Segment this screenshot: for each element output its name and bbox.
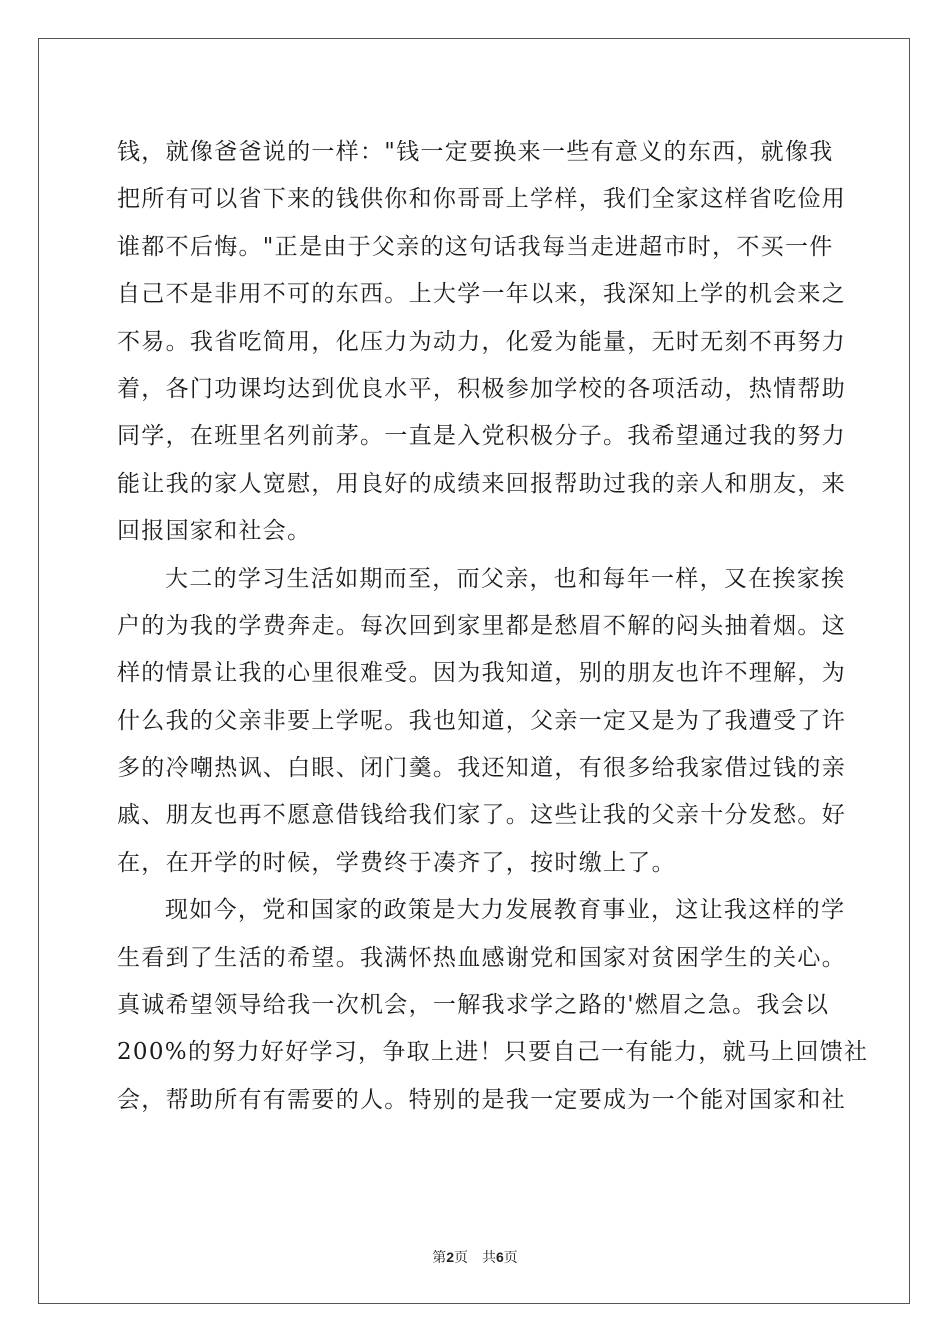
paragraph-first-line: 现如今，党和国家的政策是大力发展教育事业，这让我这样的学 (165, 897, 846, 924)
current-page-number: 2 (446, 1249, 454, 1265)
text-line: 把所有可以省下来的钱供你和你哥哥上学样，我们全家这样省吃俭用 (117, 186, 846, 213)
text-line: 谁都不后悔。"正是由于父亲的这句话我每当走进超市时，不买一件 (117, 233, 834, 260)
text-line: 钱，就像爸爸说的一样："钱一定要换来一些有意义的东西，就像我 (117, 139, 834, 165)
text-line: 戚、朋友也再不愿意借钱给我们家了。这些让我的父亲十分发愁。好 (117, 802, 846, 829)
text-line: 样的情景让我的心里很难受。因为我知道，别的朋友也许不理解，为 (117, 660, 846, 687)
text-line: 会，帮助所有有需要的人。特别的是我一定要成为一个能对国家和社 (117, 1086, 846, 1113)
text-line: 什么我的父亲非要上学呢。我也知道，父亲一定又是为了我遭受了许 (117, 707, 846, 734)
text-line: 同学，在班里名列前茅。一直是入党积极分子。我希望通过我的努力 (117, 423, 846, 450)
total-unit: 页 (503, 1250, 518, 1266)
text-line: 回报国家和社会。 (117, 518, 312, 545)
text-line: 自己不是非用不可的东西。上大学一年以来，我深知上学的机会来之 (117, 281, 846, 308)
total-page-number: 6 (496, 1249, 504, 1265)
text-line: 能让我的家人宽慰，用良好的成绩来回报帮助过我的亲人和朋友，来 (117, 470, 846, 497)
paragraph-first-line: 大二的学习生活如期而至，而父亲，也和每年一样，又在挨家挨 (165, 565, 846, 592)
text-line: 多的冷嘲热讽、白眼、闭门羹。我还知道，有很多给我家借过钱的亲 (117, 755, 846, 782)
text-line: 户的为我的学费奔走。每次回到家里都是愁眉不解的闷头抽着烟。这 (117, 612, 846, 639)
text-line: 真诚希望领导给我一次机会，一解我求学之路的'燃眉之急。我会以 (117, 992, 830, 1019)
page-prefix: 第 (432, 1250, 447, 1266)
document-body (117, 129, 869, 1124)
page-footer (0, 1247, 950, 1267)
total-prefix: 共 (482, 1250, 496, 1266)
text-line: 在，在开学的时候，学费终于凑齐了，按时缴上了。 (117, 849, 676, 876)
text-line: 生看到了生活的希望。我满怀热血感谢党和国家对贫困学生的关心。 (117, 944, 846, 971)
page-total-label (482, 1250, 518, 1266)
page-number-label (432, 1250, 468, 1266)
page-unit: 页 (454, 1250, 468, 1266)
text-line: 着，各门功课均达到优良水平，积极参加学校的各项活动，热情帮助 (117, 375, 846, 402)
text-line: 200%的努力好好学习，争取上进！只要自己一有能力，就马上回馈社 (117, 1039, 869, 1066)
text-line: 不易。我省吃简用，化压力为动力，化爱为能量，无时无刻不再努力 (117, 328, 846, 355)
